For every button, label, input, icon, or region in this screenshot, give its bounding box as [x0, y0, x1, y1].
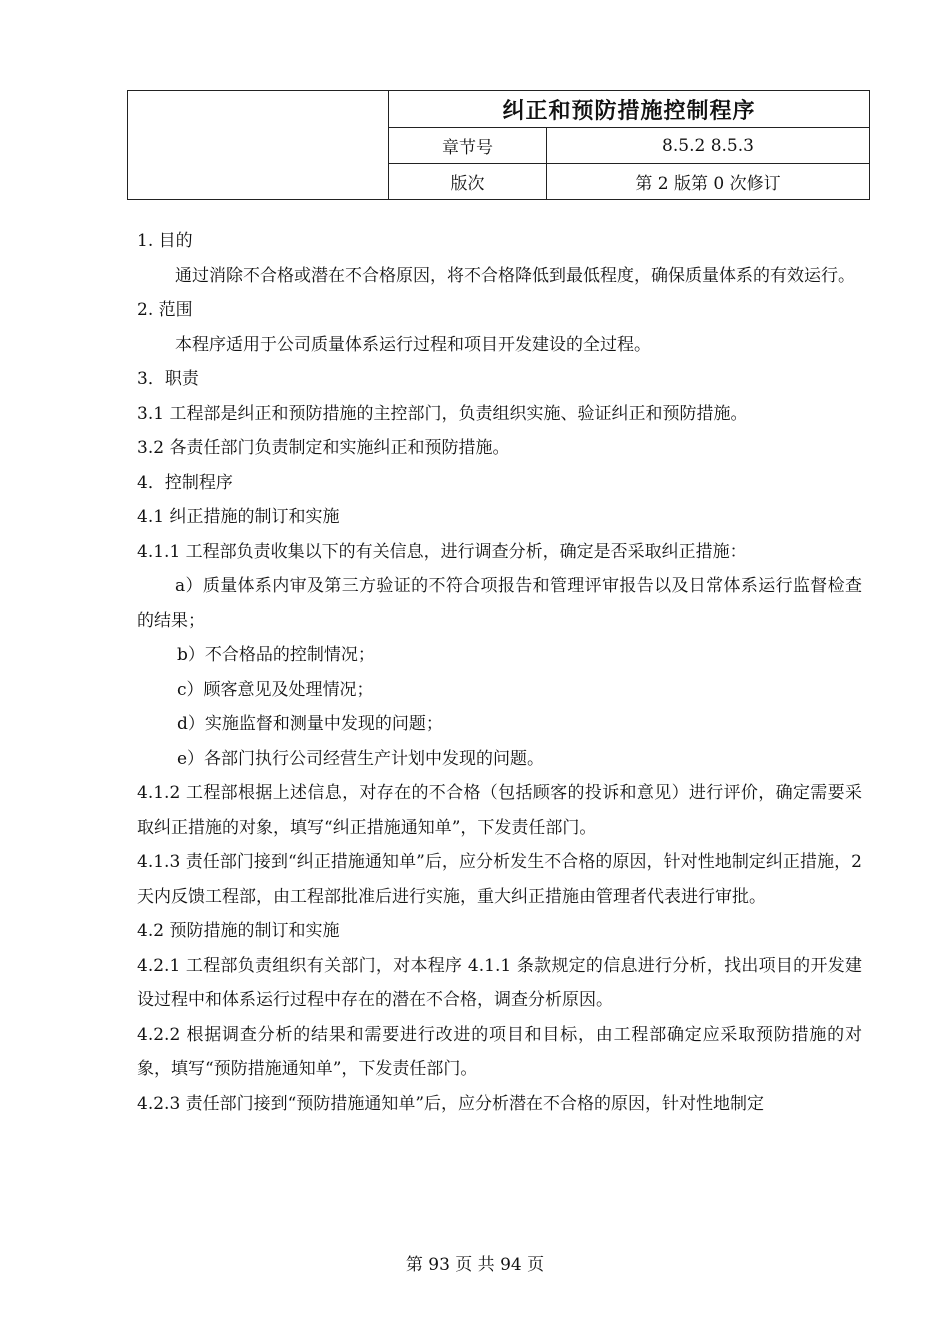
paragraph: 4.1.1 工程部负责收集以下的有关信息，进行调查分析，确定是否采取纠正措施：: [137, 541, 747, 562]
document-title: 纠正和预防措施控制程序: [389, 91, 870, 128]
paragraph: 3.1 工程部是纠正和预防措施的主控部门，负责组织实施、验证纠正和预防措施。: [137, 403, 748, 424]
list-item: e）各部门执行公司经营生产计划中发现的问题。: [177, 748, 545, 769]
page-number: 第 93 页 共 94 页: [405, 1255, 545, 1275]
subsection-heading: 4.1 纠正措施的制订和实施: [137, 507, 340, 527]
section-heading: 4．控制程序: [137, 472, 233, 493]
section-heading: 2. 范围: [137, 300, 193, 320]
paragraph: 本程序适用于公司质量体系运行过程和项目开发建设的全过程。: [175, 334, 651, 355]
paragraph: 4.1.3 责任部门接到“纠正措施通知单”后，应分析发生不合格的原因，针对性地制定纠正措施，2 天内反馈工程部，由工程部批准后进行实施，重大纠正措施由管理者代表进行审批。: [137, 852, 862, 907]
list-item: b）不合格品的控制情况；: [177, 645, 375, 665]
document-body: [137, 224, 862, 1121]
paragraph: 4.1.2 工程部根据上述信息，对存在的不合格（包括顾客的投诉和意见）进行评价，确定需要采取纠正措施的对象，填写“纠正措施通知单”，下发责任部门。: [137, 783, 862, 838]
paragraph: 3.2 各责任部门负责制定和实施纠正和预防措施。: [137, 438, 510, 458]
logo-cell: [128, 91, 389, 200]
section-number-label: 章节号: [389, 128, 547, 164]
paragraph: 4.2.1 工程部负责组织有关部门，对本程序 4.1.1 条款规定的信息进行分析，找出项目的开发建设过程中和体系运行过程中存在的潜在不合格，调查分析原因。: [137, 955, 862, 1010]
document-header-table: [127, 90, 870, 200]
section-heading: 3．职责: [137, 369, 199, 389]
paragraph: 4.2.2 根据调查分析的结果和需要进行改进的项目和目标，由工程部确定应采取预防措施的对象，填写“预防措施通知单”，下发责任部门。: [137, 1024, 862, 1079]
revision-value: 第 2 版第 0 次修订: [547, 164, 870, 200]
section-number-value: 8.5.2 8.5.3: [547, 128, 870, 164]
paragraph: 通过消除不合格或潜在不合格原因，将不合格降低到最低程度，确保质量体系的有效运行。: [175, 265, 855, 286]
subsection-heading: 4.2 预防措施的制订和实施: [137, 921, 340, 941]
section-heading: 1. 目的: [137, 231, 193, 251]
list-item: c）顾客意见及处理情况；: [177, 679, 374, 700]
list-item: d）实施监督和测量中发现的问题；: [177, 714, 443, 734]
list-item: a）质量体系内审及第三方验证的不符合项报告和管理评审报告以及日常体系运行监督检查的结果；: [137, 576, 862, 631]
paragraph: 4.2.3 责任部门接到“预防措施通知单”后，应分析潜在不合格的原因，针对性地制定: [137, 1093, 765, 1114]
revision-label: 版次: [389, 164, 547, 200]
